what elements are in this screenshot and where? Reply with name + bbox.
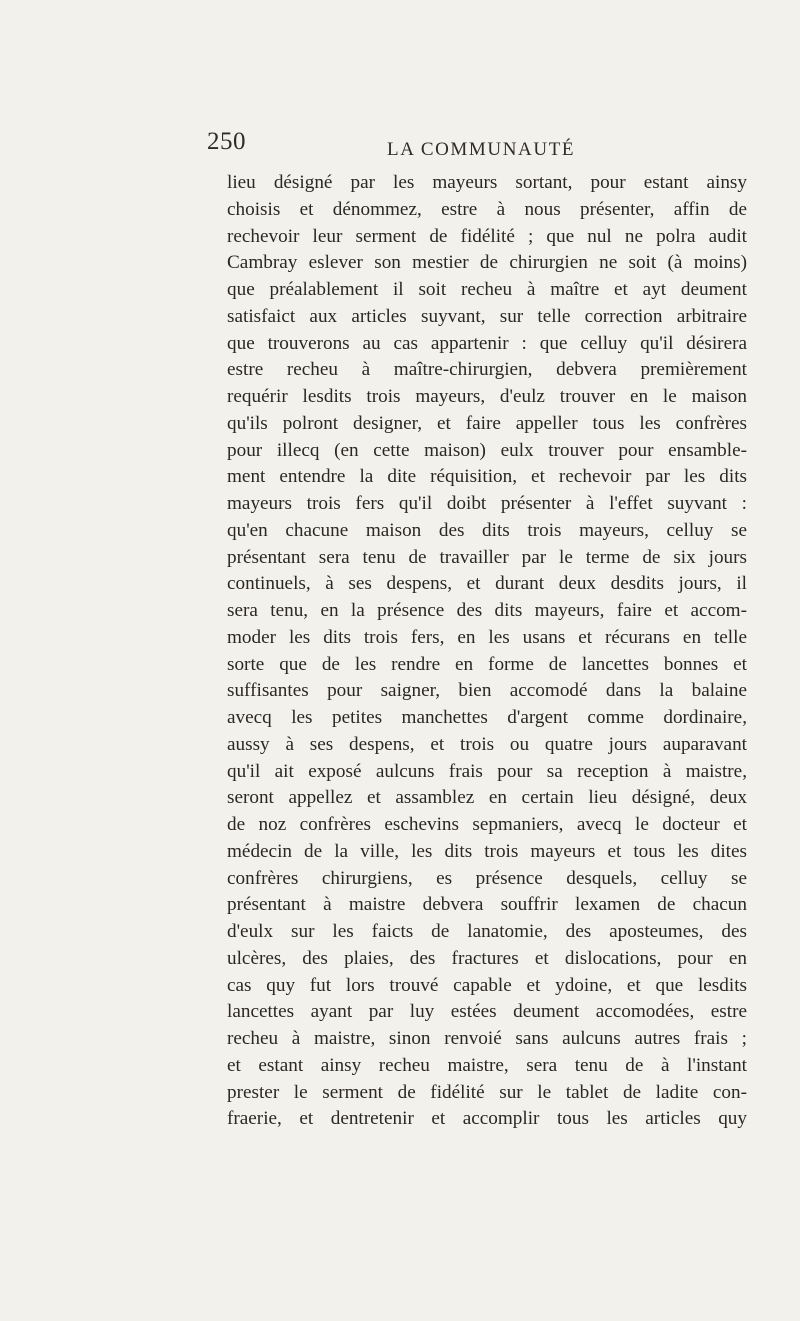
text-line: qu'en chacune maison des dits trois mayeurs, celluy se (227, 519, 747, 541)
text-line: qu'ils polront designer, et faire appeller tous les confrères (227, 412, 747, 434)
text-line: continuels, à ses despens, et durant deux desdits jours, il (227, 573, 747, 595)
text-line: suffisantes pour saigner, bien accomodé dans la balaine (227, 680, 747, 702)
text-line: fraerie, et dentretenir et accomplir tous les articles quy (227, 1108, 747, 1130)
text-line: moder les dits trois fers, en les usans et récurans en telle (227, 626, 747, 648)
text-line: pour illecq (en cette maison) eulx trouver pour ensamble- (227, 439, 747, 461)
text-line: confrères chirurgiens, es présence desquels, celluy se (227, 867, 747, 889)
body-text (227, 170, 747, 1133)
text-line: et estant ainsy recheu maistre, sera tenu de à l'instant (227, 1054, 747, 1076)
text-line: aussy à ses despens, et trois ou quatre jours auparavant (227, 733, 747, 755)
text-line: lancettes ayant par luy estées deument accomodées, estre (227, 1001, 747, 1023)
text-line: Cambray eslever son mestier de chirurgien ne soit (à moins) (227, 252, 747, 274)
text-line: avecq les petites manchettes d'argent comme dordinaire, (227, 707, 747, 728)
text-line: lieu désigné par les mayeurs sortant, pour estant ainsy (227, 172, 747, 193)
text-line: que préalablement il soit recheu à maître et ayt deument (227, 279, 747, 300)
text-line: présentant sera tenu de travailler par le terme de six jours (227, 546, 747, 568)
text-line: présentant à maistre debvera souffrir lexamen de chacun (227, 894, 747, 916)
text-line: requérir lesdits trois mayeurs, d'eulz trouver en le maison (227, 386, 747, 407)
page-number: 250 (207, 128, 246, 155)
text-line: d'eulx sur les faicts de lanatomie, des aposteumes, des (227, 921, 747, 942)
running-title: LA COMMUNAUTÉ (387, 139, 576, 160)
text-line: ment entendre la dite réquisition, et rechevoir par les dits (227, 466, 747, 488)
text-line: sorte que de les rendre en forme de lancettes bonnes et (227, 653, 747, 675)
text-line: mayeurs trois fers qu'il doibt présenter à l'effet suyvant : (227, 493, 747, 514)
text-line: satisfaict aux articles suyvant, sur telle correction arbitraire (227, 305, 747, 327)
text-line: estre recheu à maître-chirurgien, debvera premièrement (227, 359, 747, 381)
text-line: ulcères, des plaies, des fractures et dislocations, pour en (227, 947, 747, 969)
text-line: médecin de la ville, les dits trois mayeurs et tous les dites (227, 840, 747, 862)
text-line: qu'il ait exposé aulcuns frais pour sa reception à maistre, (227, 760, 747, 782)
text-line: sera tenu, en la présence des dits mayeurs, faire et accom- (227, 600, 747, 621)
text-line: recheu à maistre, sinon renvoié sans aulcuns autres frais ; (227, 1028, 747, 1049)
text-line: seront appellez et assamblez en certain lieu désigné, deux (227, 787, 747, 809)
text-line: de noz confrères eschevins sepmaniers, avecq le docteur et (227, 814, 747, 835)
text-line: rechevoir leur serment de fidélité ; que nul ne polra audit (227, 225, 747, 247)
text-line: que trouverons au cas appartenir : que celluy qu'il désirera (227, 332, 747, 354)
text-line: cas quy fut lors trouvé capable et ydoine, et que lesdits (227, 974, 747, 996)
text-line: prester le serment de fidélité sur le tablet de ladite con- (227, 1081, 747, 1103)
text-line: choisis et dénommez, estre à nous présenter, affin de (227, 198, 747, 220)
